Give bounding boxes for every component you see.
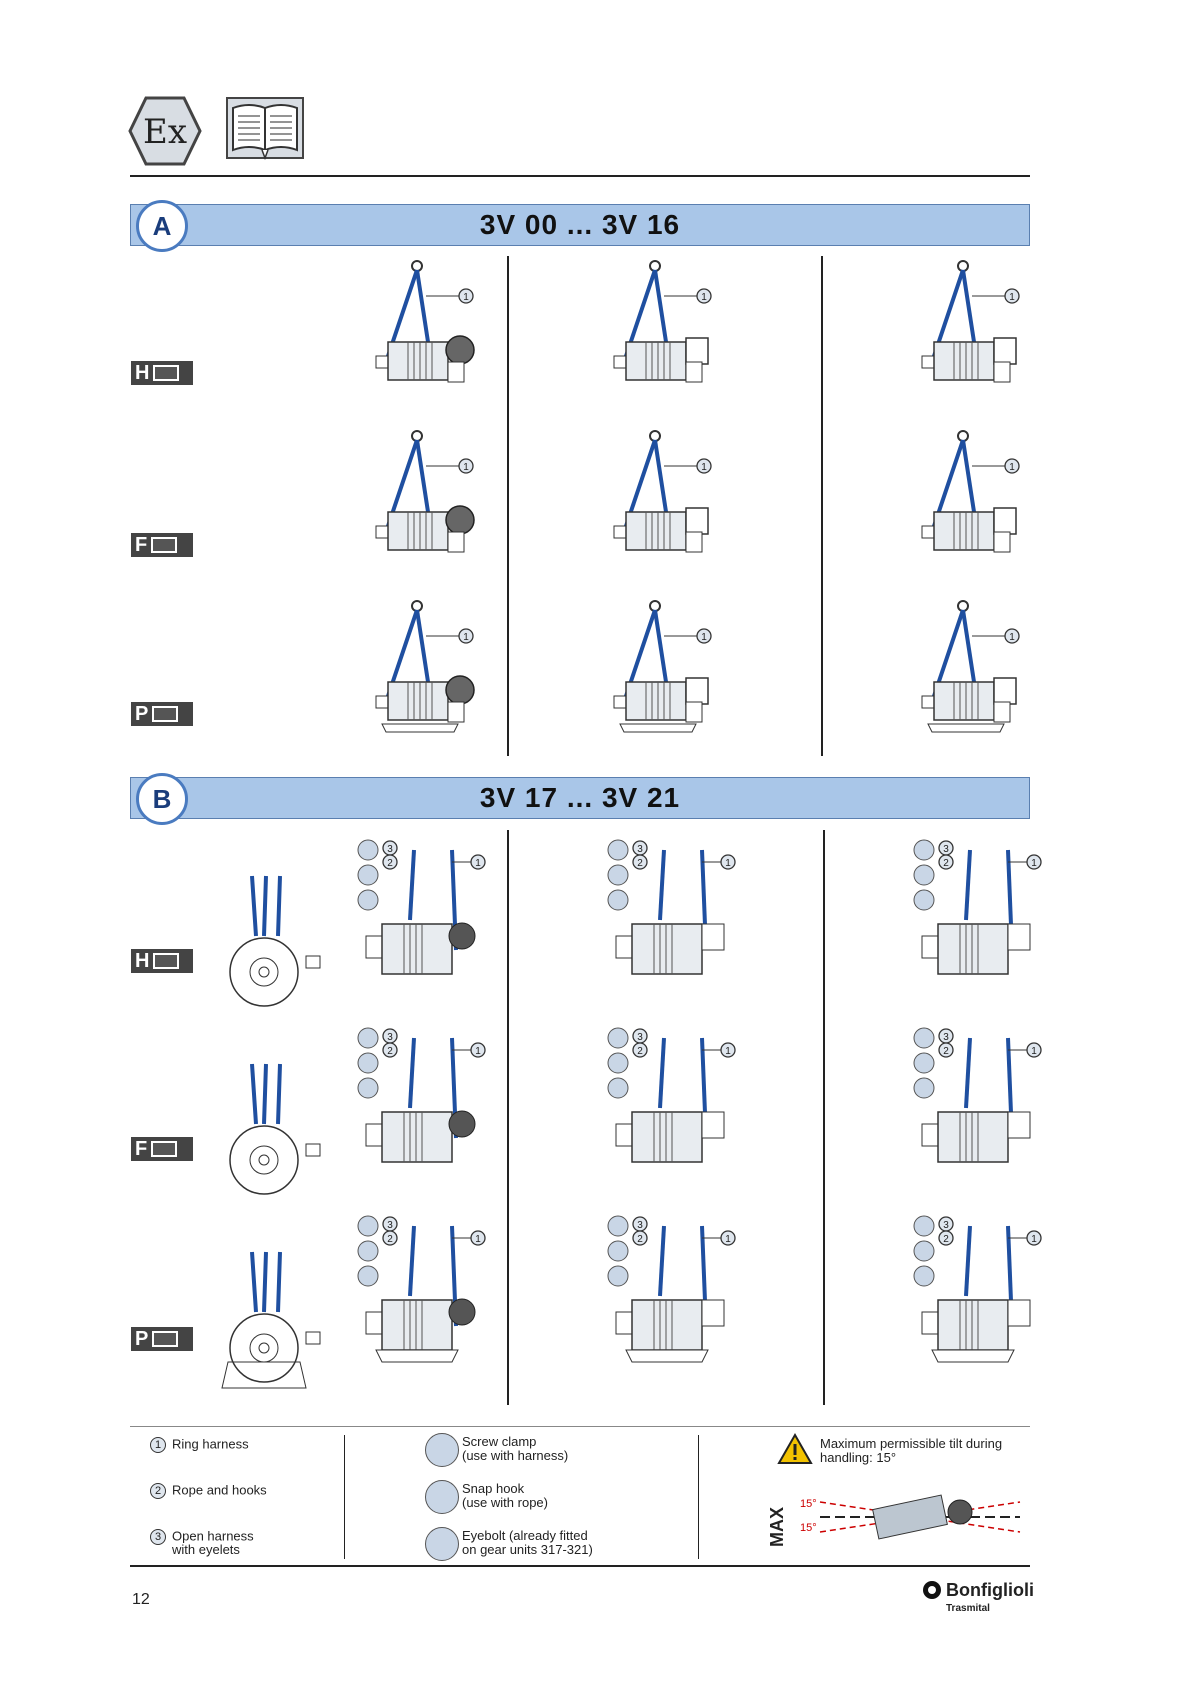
legend-item-ring-harness — [150, 1437, 249, 1453]
callout-1 — [721, 1231, 735, 1245]
svg-text:1: 1 — [701, 292, 707, 303]
legend-warning-line2: handling: 15° — [820, 1450, 897, 1465]
callout-2 — [383, 855, 397, 869]
mount-label-p-b — [131, 1327, 193, 1351]
callout-2 — [633, 1231, 647, 1245]
mount-letter: P — [135, 702, 149, 725]
legend-ring-harness-label: Ring harness — [172, 1436, 249, 1452]
svg-text:3: 3 — [387, 1032, 393, 1043]
svg-text:1: 1 — [1031, 858, 1037, 869]
brand-name: Bonfiglioli — [946, 1580, 1034, 1600]
callout-3 — [939, 841, 953, 855]
callout-2 — [383, 1043, 397, 1057]
section-a-badge: A — [136, 200, 188, 252]
callout-2 — [939, 855, 953, 869]
gear-unit-lifting-diagram — [602, 1216, 752, 1376]
gear-unit-lifting-diagram — [352, 840, 502, 1000]
callout-3 — [939, 1217, 953, 1231]
gear-unit-lifting-diagram — [352, 1216, 502, 1376]
svg-text:1: 1 — [475, 1234, 481, 1245]
callout-3 — [633, 841, 647, 855]
callout-1 — [1027, 855, 1041, 869]
callout-1 — [1005, 459, 1019, 473]
svg-text:1: 1 — [1031, 1046, 1037, 1057]
svg-text:1: 1 — [1009, 462, 1015, 473]
gear-unit-lifting-diagram — [908, 428, 1048, 568]
mount-letter: H — [135, 361, 150, 384]
snap-hook-icon — [425, 1480, 459, 1514]
mount-letter: H — [135, 949, 150, 972]
svg-text:2: 2 — [637, 858, 643, 869]
svg-text:2: 2 — [387, 858, 393, 869]
callout-3 — [633, 1029, 647, 1043]
svg-text:1: 1 — [725, 1234, 731, 1245]
callout-2 — [383, 1231, 397, 1245]
gear-unit-lifting-diagram — [602, 1028, 752, 1188]
callout-1 — [697, 629, 711, 643]
svg-text:2: 2 — [387, 1234, 393, 1245]
mount-label-p-a — [131, 702, 193, 726]
callout-1 — [721, 855, 735, 869]
section-a-divider-1 — [507, 256, 509, 756]
callout-3 — [383, 1029, 397, 1043]
mount-label-h-b — [131, 949, 193, 973]
section-b-badge: B — [136, 773, 188, 825]
callout-1 — [1027, 1043, 1041, 1057]
eyebolt-icon — [425, 1527, 459, 1561]
svg-text:1: 1 — [701, 632, 707, 643]
callout-2 — [633, 1043, 647, 1057]
svg-text:1: 1 — [475, 1046, 481, 1057]
open-book-icon — [225, 96, 305, 162]
callout-1 — [697, 459, 711, 473]
callout-1 — [471, 855, 485, 869]
callout-1 — [1005, 289, 1019, 303]
svg-text:1: 1 — [725, 1046, 731, 1057]
legend-eyebolt-line2: on gear units 317-321) — [462, 1542, 593, 1557]
svg-text:1: 1 — [701, 462, 707, 473]
callout-1 — [697, 289, 711, 303]
svg-text:2: 2 — [637, 1046, 643, 1057]
legend-open-harness-label: Open harness — [172, 1528, 254, 1544]
callout-1 — [459, 289, 473, 303]
gear-unit-lifting-diagram — [908, 840, 1058, 1000]
legend-bottom-rule — [130, 1565, 1030, 1567]
legend-eyebolt-line1: Eyebolt (already fitted — [462, 1528, 588, 1543]
brand-sub: Trasmital — [946, 1603, 990, 1614]
callout-3 — [383, 1217, 397, 1231]
svg-text:2: 2 — [943, 1046, 949, 1057]
legend-warning-line1: Maximum permissible tilt during — [820, 1436, 1003, 1451]
callout-1-badge: 1 — [150, 1437, 166, 1453]
section-a-divider-2 — [821, 256, 823, 756]
tilt-angle-top: 15° — [800, 1498, 817, 1510]
svg-text:3: 3 — [637, 844, 643, 855]
callout-3-badge: 3 — [150, 1529, 166, 1545]
callout-1 — [471, 1231, 485, 1245]
legend-screw-clamp-line2: (use with harness) — [462, 1448, 569, 1463]
legend-open-harness-line2: with eyelets — [172, 1542, 240, 1557]
legend-screw-clamp-line1: Screw clamp — [462, 1434, 537, 1449]
svg-text:3: 3 — [637, 1032, 643, 1043]
callout-3 — [633, 1217, 647, 1231]
svg-text:3: 3 — [637, 1220, 643, 1231]
section-a-banner — [130, 204, 1030, 246]
tilt-angle-bottom: 15° — [800, 1522, 817, 1534]
gear-unit-side-view — [222, 876, 332, 1016]
mount-label-h-a — [131, 361, 193, 385]
callout-3 — [383, 841, 397, 855]
legend-top-rule — [130, 1426, 1030, 1427]
legend-item-rope-hooks — [150, 1483, 267, 1499]
callout-2-badge: 2 — [150, 1483, 166, 1499]
gear-unit-lifting-diagram — [908, 598, 1048, 738]
gear-unit-lifting-diagram — [602, 840, 752, 1000]
svg-text:1: 1 — [463, 632, 469, 643]
svg-text:2: 2 — [943, 1234, 949, 1245]
svg-text:2: 2 — [943, 858, 949, 869]
section-b-divider-1 — [507, 830, 509, 1405]
section-b-title: 3V 17 ... 3V 21 — [479, 782, 681, 813]
callout-1 — [1005, 629, 1019, 643]
gear-unit-lifting-diagram — [908, 258, 1048, 398]
mount-letter: P — [135, 1327, 149, 1350]
gear-unit-lifting-diagram — [600, 428, 740, 568]
svg-text:3: 3 — [943, 844, 949, 855]
svg-text:2: 2 — [637, 1234, 643, 1245]
legend-divider-1 — [344, 1435, 345, 1559]
gear-unit-lifting-diagram — [362, 258, 502, 398]
svg-text:2: 2 — [387, 1046, 393, 1057]
legend-rope-hooks-label: Rope and hooks — [172, 1482, 267, 1498]
gear-unit-lifting-diagram — [908, 1216, 1058, 1376]
callout-1 — [459, 629, 473, 643]
gear-unit-lifting-diagram — [362, 598, 502, 738]
svg-text:1: 1 — [1009, 632, 1015, 643]
screw-clamp-icon — [425, 1433, 459, 1467]
gear-unit-lifting-diagram — [352, 1028, 502, 1188]
section-a-title: 3V 00 ... 3V 16 — [479, 209, 681, 240]
callout-1 — [721, 1043, 735, 1057]
legend-snap-hook-line2: (use with rope) — [462, 1495, 548, 1510]
gear-unit-lifting-diagram — [908, 1028, 1058, 1188]
svg-text:1: 1 — [1031, 1234, 1037, 1245]
tilt-diagram — [820, 1488, 1020, 1548]
svg-text:Ex: Ex — [143, 112, 187, 152]
callout-1 — [1027, 1231, 1041, 1245]
callout-2 — [939, 1231, 953, 1245]
ex-hexagon-icon — [128, 96, 202, 166]
bonfiglioli-logo-icon — [922, 1580, 942, 1600]
svg-text:1: 1 — [725, 858, 731, 869]
gear-unit-lifting-diagram — [600, 258, 740, 398]
gear-unit-side-view — [222, 1252, 332, 1392]
callout-2 — [633, 855, 647, 869]
section-b-banner — [130, 777, 1030, 819]
mount-label-f-b — [131, 1137, 193, 1161]
gear-unit-lifting-diagram — [600, 598, 740, 738]
callout-2 — [939, 1043, 953, 1057]
svg-text:3: 3 — [387, 1220, 393, 1231]
svg-text:1: 1 — [475, 858, 481, 869]
section-b-divider-2 — [823, 830, 825, 1405]
svg-text:1: 1 — [463, 292, 469, 303]
callout-1 — [471, 1043, 485, 1057]
page-number: 12 — [132, 1591, 150, 1608]
callout-3 — [939, 1029, 953, 1043]
warning-triangle-icon — [777, 1433, 813, 1465]
svg-text:3: 3 — [387, 844, 393, 855]
svg-text:3: 3 — [943, 1032, 949, 1043]
legend-divider-2 — [698, 1435, 699, 1559]
mount-letter: F — [135, 1137, 148, 1160]
mount-letter: F — [135, 533, 148, 556]
header-rule — [130, 175, 1030, 177]
gear-unit-side-view — [222, 1064, 332, 1204]
svg-text:1: 1 — [1009, 292, 1015, 303]
svg-text:3: 3 — [943, 1220, 949, 1231]
callout-1 — [459, 459, 473, 473]
mount-label-f-a — [131, 533, 193, 557]
tilt-max-label: MAX — [767, 1507, 787, 1547]
gear-unit-lifting-diagram — [362, 428, 502, 568]
legend-snap-hook-line1: Snap hook — [462, 1481, 525, 1496]
svg-text:1: 1 — [463, 462, 469, 473]
